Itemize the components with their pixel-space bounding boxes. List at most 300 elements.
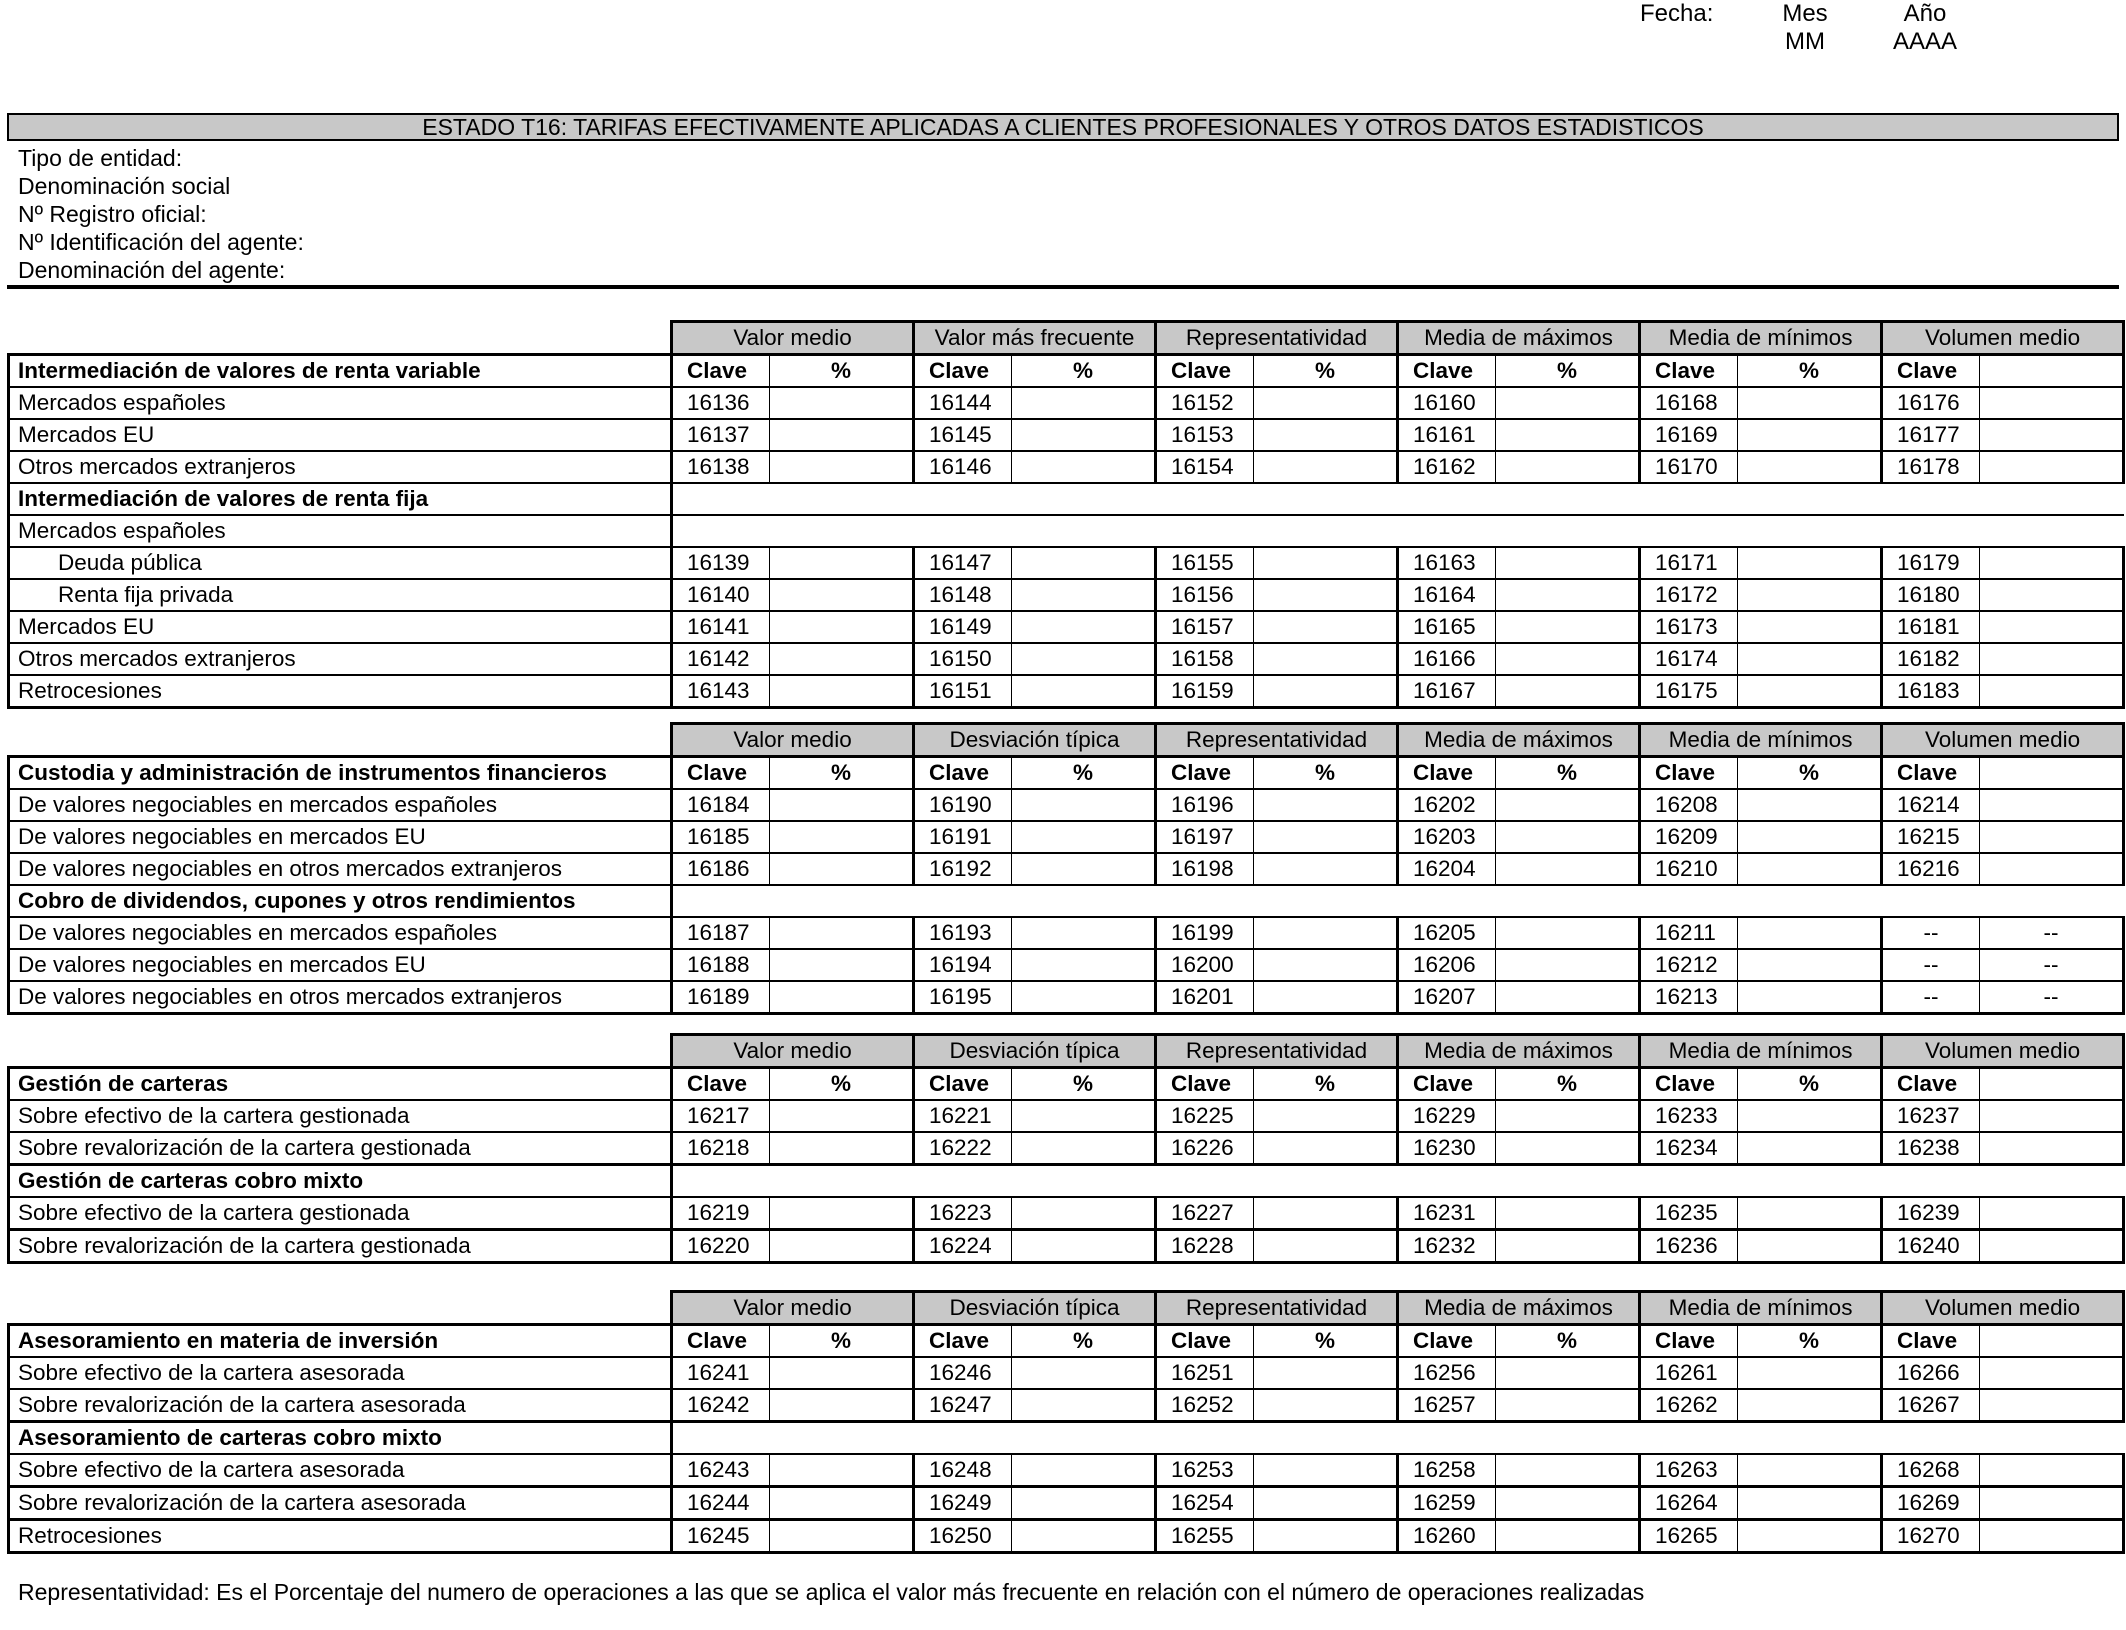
value-input-cell[interactable] bbox=[1738, 547, 1882, 579]
entity-type-field[interactable]: Tipo de entidad: bbox=[18, 145, 183, 171]
clave-code: 16244 bbox=[672, 1487, 770, 1520]
clave-code: 16154 bbox=[1156, 451, 1254, 483]
value-input-cell[interactable] bbox=[1980, 643, 2124, 675]
value-input-cell[interactable] bbox=[1012, 451, 1156, 483]
value-input-cell[interactable] bbox=[1980, 387, 2124, 419]
not-applicable-mark: -- bbox=[1882, 949, 1980, 981]
value-input-cell[interactable] bbox=[1738, 1132, 1882, 1165]
value-input-cell[interactable] bbox=[1738, 1357, 1882, 1389]
clave-code: 16177 bbox=[1882, 419, 1980, 451]
value-input-cell[interactable] bbox=[1980, 1132, 2124, 1165]
value-input-cell[interactable] bbox=[1980, 675, 2124, 708]
volume-value-label bbox=[1980, 1325, 2124, 1358]
clave-code: 16209 bbox=[1640, 821, 1738, 853]
clave-column-label: Clave bbox=[914, 1325, 1012, 1358]
value-input-cell[interactable] bbox=[1738, 643, 1882, 675]
clave-code: 16149 bbox=[914, 611, 1012, 643]
value-input-cell[interactable] bbox=[1012, 579, 1156, 611]
value-input-cell[interactable] bbox=[1980, 1100, 2124, 1132]
value-input-cell[interactable] bbox=[1980, 579, 2124, 611]
column-group-header: Valor medio bbox=[672, 322, 914, 355]
column-group-header: Representatividad bbox=[1156, 1292, 1398, 1325]
percent-column-label: % bbox=[1496, 757, 1640, 790]
clave-code: 16210 bbox=[1640, 853, 1738, 885]
table-row bbox=[9, 1454, 2124, 1487]
fecha-label: Fecha: bbox=[1640, 0, 1714, 27]
row-label: Renta fija privada bbox=[9, 579, 672, 611]
value-input-cell[interactable] bbox=[1254, 579, 1398, 611]
clave-code: 16158 bbox=[1156, 643, 1254, 675]
value-input-cell[interactable] bbox=[1738, 1100, 1882, 1132]
column-group-header: Volumen medio bbox=[1882, 322, 2124, 355]
percent-column-label: % bbox=[770, 355, 914, 388]
table-row bbox=[9, 611, 2124, 643]
value-input-cell[interactable] bbox=[770, 1100, 914, 1132]
clave-code: 16247 bbox=[914, 1389, 1012, 1422]
section-title: Intermediación de valores de renta variable bbox=[9, 355, 672, 388]
clave-code: 16201 bbox=[1156, 981, 1254, 1014]
value-input-cell[interactable] bbox=[1980, 419, 2124, 451]
value-input-cell[interactable] bbox=[1496, 1357, 1640, 1389]
clave-column-label: Clave bbox=[1640, 1068, 1738, 1101]
value-input-cell[interactable] bbox=[1980, 1520, 2124, 1553]
value-input-cell[interactable] bbox=[1738, 611, 1882, 643]
value-input-cell[interactable] bbox=[1012, 1520, 1156, 1553]
not-applicable-mark: -- bbox=[1882, 981, 1980, 1014]
form-title: ESTADO T16: TARIFAS EFECTIVAMENTE APLICADAS A CLIENTES PROFESIONALES Y OTROS DATOS ESTADISTICOS bbox=[7, 113, 2119, 141]
clave-column-label: Clave bbox=[672, 1068, 770, 1101]
clave-column-label: Clave bbox=[672, 757, 770, 790]
value-input-cell[interactable] bbox=[1012, 949, 1156, 981]
company-name-field[interactable]: Denominación social bbox=[18, 173, 231, 199]
column-group-header: Volumen medio bbox=[1882, 1292, 2124, 1325]
clave-code: 16224 bbox=[914, 1230, 1012, 1263]
value-input-cell[interactable] bbox=[1012, 981, 1156, 1014]
value-input-cell[interactable] bbox=[1980, 611, 2124, 643]
clave-code: 16268 bbox=[1882, 1454, 1980, 1487]
clave-column-label: Clave bbox=[1398, 355, 1496, 388]
value-input-cell[interactable] bbox=[1254, 981, 1398, 1014]
value-input-cell[interactable] bbox=[770, 387, 914, 419]
column-group-header: Desviación típica bbox=[914, 724, 1156, 757]
clave-code: 16167 bbox=[1398, 675, 1496, 708]
clave-code: 16253 bbox=[1156, 1454, 1254, 1487]
value-input-cell[interactable] bbox=[1980, 1389, 2124, 1422]
column-group-header: Media de máximos bbox=[1398, 1292, 1640, 1325]
column-group-header: Desviación típica bbox=[914, 1035, 1156, 1068]
value-input-cell[interactable] bbox=[1980, 547, 2124, 579]
percent-column-label: % bbox=[1012, 757, 1156, 790]
value-input-cell[interactable] bbox=[1012, 675, 1156, 708]
value-input-cell[interactable] bbox=[1738, 1230, 1882, 1263]
value-input-cell[interactable] bbox=[1738, 1520, 1882, 1553]
clave-code: 16221 bbox=[914, 1100, 1012, 1132]
clave-column-label: Clave bbox=[1640, 757, 1738, 790]
percent-column-label: % bbox=[1254, 1325, 1398, 1358]
value-input-cell[interactable] bbox=[1254, 1357, 1398, 1389]
value-input-cell[interactable] bbox=[1012, 1132, 1156, 1165]
value-input-cell[interactable] bbox=[1738, 451, 1882, 483]
row-label: Sobre efectivo de la cartera asesorada bbox=[9, 1357, 672, 1389]
value-input-cell[interactable] bbox=[1980, 1357, 2124, 1389]
value-input-cell[interactable] bbox=[1496, 1230, 1640, 1263]
table-row bbox=[9, 821, 2124, 853]
volume-value-label bbox=[1980, 1068, 2124, 1101]
value-input-cell[interactable] bbox=[1738, 1454, 1882, 1487]
clave-code: 16198 bbox=[1156, 853, 1254, 885]
clave-code: 16160 bbox=[1398, 387, 1496, 419]
value-input-cell[interactable] bbox=[1496, 643, 1640, 675]
agent-name-field[interactable]: Denominación del agente: bbox=[18, 257, 286, 283]
clave-code: 16142 bbox=[672, 643, 770, 675]
value-input-cell[interactable] bbox=[770, 1520, 914, 1553]
value-input-cell[interactable] bbox=[1980, 1487, 2124, 1520]
value-input-cell[interactable] bbox=[1980, 1230, 2124, 1263]
value-input-cell[interactable] bbox=[1496, 611, 1640, 643]
clave-column-label: Clave bbox=[1640, 1325, 1738, 1358]
percent-column-label: % bbox=[1738, 757, 1882, 790]
clave-code: 16200 bbox=[1156, 949, 1254, 981]
table-row bbox=[9, 1165, 2124, 1198]
clave-code: 16137 bbox=[672, 419, 770, 451]
value-input-cell[interactable] bbox=[770, 853, 914, 885]
percent-column-label: % bbox=[770, 757, 914, 790]
value-input-cell[interactable] bbox=[1254, 419, 1398, 451]
percent-column-label: % bbox=[1738, 1068, 1882, 1101]
value-input-cell[interactable] bbox=[1254, 387, 1398, 419]
value-input-cell[interactable] bbox=[1738, 789, 1882, 821]
value-input-cell[interactable] bbox=[770, 981, 914, 1014]
clave-code: 16138 bbox=[672, 451, 770, 483]
value-input-cell[interactable] bbox=[770, 643, 914, 675]
clave-code: 16162 bbox=[1398, 451, 1496, 483]
value-input-cell[interactable] bbox=[1496, 1197, 1640, 1230]
value-input-cell[interactable] bbox=[1254, 917, 1398, 949]
section-title: Custodia y administración de instrumentos financieros bbox=[9, 757, 672, 790]
row-label: De valores negociables en mercados españoles bbox=[9, 789, 672, 821]
value-input-cell[interactable] bbox=[1496, 981, 1640, 1014]
value-input-cell[interactable] bbox=[770, 1487, 914, 1520]
column-group-header: Valor más frecuente bbox=[914, 322, 1156, 355]
clave-code: 16148 bbox=[914, 579, 1012, 611]
value-input-cell[interactable] bbox=[770, 917, 914, 949]
value-input-cell[interactable] bbox=[1738, 853, 1882, 885]
table-row bbox=[9, 1100, 2124, 1132]
table-row bbox=[9, 451, 2124, 483]
row-label: De valores negociables en otros mercados extranjeros bbox=[9, 981, 672, 1014]
value-input-cell[interactable] bbox=[1738, 675, 1882, 708]
clave-column-label: Clave bbox=[1156, 1325, 1254, 1358]
value-input-cell[interactable] bbox=[1496, 547, 1640, 579]
clave-column-label: Clave bbox=[1398, 1325, 1496, 1358]
clave-code: 16182 bbox=[1882, 643, 1980, 675]
value-input-cell[interactable] bbox=[1012, 547, 1156, 579]
percent-column-label: % bbox=[770, 1068, 914, 1101]
value-input-cell[interactable] bbox=[1254, 789, 1398, 821]
value-input-cell[interactable] bbox=[1738, 917, 1882, 949]
value-input-cell[interactable] bbox=[1980, 1197, 2124, 1230]
value-input-cell[interactable] bbox=[1254, 1100, 1398, 1132]
value-input-cell[interactable] bbox=[1738, 387, 1882, 419]
percent-column-label: % bbox=[1012, 1068, 1156, 1101]
value-input-cell[interactable] bbox=[770, 547, 914, 579]
table-row bbox=[9, 483, 2124, 515]
value-input-cell[interactable] bbox=[1496, 1487, 1640, 1520]
column-group-header: Media de máximos bbox=[1398, 724, 1640, 757]
value-input-cell[interactable] bbox=[1254, 611, 1398, 643]
clave-column-label: Clave bbox=[1882, 355, 1980, 388]
clave-code: 16252 bbox=[1156, 1389, 1254, 1422]
row-label: Sobre revalorización de la cartera gestionada bbox=[9, 1132, 672, 1165]
value-input-cell[interactable] bbox=[770, 1230, 914, 1263]
clave-code: 16179 bbox=[1882, 547, 1980, 579]
value-input-cell[interactable] bbox=[1254, 1454, 1398, 1487]
clave-code: 16245 bbox=[672, 1520, 770, 1553]
clave-code: 16248 bbox=[914, 1454, 1012, 1487]
value-input-cell[interactable] bbox=[1012, 1100, 1156, 1132]
agent-id-field[interactable]: Nº Identificación del agente: bbox=[18, 229, 304, 255]
value-input-cell[interactable] bbox=[1012, 917, 1156, 949]
value-input-cell[interactable] bbox=[1012, 419, 1156, 451]
value-input-cell[interactable] bbox=[1012, 821, 1156, 853]
clave-code: 16205 bbox=[1398, 917, 1496, 949]
table-row bbox=[9, 579, 2124, 611]
clave-code: 16254 bbox=[1156, 1487, 1254, 1520]
value-input-cell[interactable] bbox=[770, 611, 914, 643]
value-input-cell[interactable] bbox=[1254, 853, 1398, 885]
table-row bbox=[9, 643, 2124, 675]
value-input-cell[interactable] bbox=[1254, 1389, 1398, 1422]
row-label: Retrocesiones bbox=[9, 675, 672, 708]
clave-code: 16237 bbox=[1882, 1100, 1980, 1132]
clave-column-label: Clave bbox=[1156, 757, 1254, 790]
clave-code: 16155 bbox=[1156, 547, 1254, 579]
clave-code: 16234 bbox=[1640, 1132, 1738, 1165]
subsection-title: Intermediación de valores de renta fija bbox=[9, 483, 672, 515]
value-input-cell[interactable] bbox=[1254, 1520, 1398, 1553]
value-input-cell[interactable] bbox=[1980, 451, 2124, 483]
column-group-header: Representatividad bbox=[1156, 322, 1398, 355]
value-input-cell[interactable] bbox=[1496, 949, 1640, 981]
clave-code: 16139 bbox=[672, 547, 770, 579]
value-input-cell[interactable] bbox=[770, 821, 914, 853]
clave-code: 16216 bbox=[1882, 853, 1980, 885]
clave-code: 16267 bbox=[1882, 1389, 1980, 1422]
table-row bbox=[9, 1197, 2124, 1230]
clave-code: 16257 bbox=[1398, 1389, 1496, 1422]
clave-code: 16156 bbox=[1156, 579, 1254, 611]
value-input-cell[interactable] bbox=[1980, 789, 2124, 821]
value-input-cell[interactable] bbox=[1496, 419, 1640, 451]
value-input-cell[interactable] bbox=[1738, 1389, 1882, 1422]
value-input-cell[interactable] bbox=[1496, 579, 1640, 611]
value-input-cell[interactable] bbox=[1496, 387, 1640, 419]
mes-value[interactable]: MM bbox=[1785, 28, 1825, 55]
value-input-cell[interactable] bbox=[770, 675, 914, 708]
value-input-cell[interactable] bbox=[1496, 451, 1640, 483]
clave-code: 16161 bbox=[1398, 419, 1496, 451]
clave-code: 16228 bbox=[1156, 1230, 1254, 1263]
clave-code: 16143 bbox=[672, 675, 770, 708]
row-label: De valores negociables en mercados EU bbox=[9, 949, 672, 981]
clave-code: 16141 bbox=[672, 611, 770, 643]
clave-code: 16265 bbox=[1640, 1520, 1738, 1553]
percent-column-label: % bbox=[1496, 355, 1640, 388]
value-input-cell[interactable] bbox=[770, 1132, 914, 1165]
value-input-cell[interactable] bbox=[1496, 1100, 1640, 1132]
clave-code: 16178 bbox=[1882, 451, 1980, 483]
column-group-header: Desviación típica bbox=[914, 1292, 1156, 1325]
row-label: Sobre revalorización de la cartera asesorada bbox=[9, 1389, 672, 1422]
mes-label: Mes bbox=[1782, 0, 1828, 27]
value-input-cell[interactable] bbox=[1496, 1389, 1640, 1422]
value-input-cell[interactable] bbox=[770, 1357, 914, 1389]
clave-code: 16270 bbox=[1882, 1520, 1980, 1553]
value-input-cell[interactable] bbox=[1254, 1230, 1398, 1263]
row-label: De valores negociables en otros mercados extranjeros bbox=[9, 853, 672, 885]
value-input-cell[interactable] bbox=[770, 1454, 914, 1487]
percent-column-label: % bbox=[770, 1325, 914, 1358]
row-label: Sobre revalorización de la cartera gestionada bbox=[9, 1230, 672, 1263]
value-input-cell[interactable] bbox=[1496, 853, 1640, 885]
value-input-cell[interactable] bbox=[1254, 1487, 1398, 1520]
value-input-cell[interactable] bbox=[1012, 643, 1156, 675]
row-label: Mercados españoles bbox=[9, 387, 672, 419]
value-input-cell[interactable] bbox=[1980, 821, 2124, 853]
table-row bbox=[9, 1357, 2124, 1389]
value-input-cell[interactable] bbox=[1738, 1487, 1882, 1520]
value-input-cell[interactable] bbox=[1254, 643, 1398, 675]
value-input-cell[interactable] bbox=[1496, 917, 1640, 949]
clave-code: 16191 bbox=[914, 821, 1012, 853]
clave-column-label: Clave bbox=[1882, 1068, 1980, 1101]
value-input-cell[interactable] bbox=[1496, 789, 1640, 821]
value-input-cell[interactable] bbox=[770, 1197, 914, 1230]
value-input-cell[interactable] bbox=[1980, 1454, 2124, 1487]
clave-column-label: Clave bbox=[914, 355, 1012, 388]
value-input-cell[interactable] bbox=[770, 419, 914, 451]
row-label: Sobre efectivo de la cartera asesorada bbox=[9, 1454, 672, 1487]
clave-code: 16188 bbox=[672, 949, 770, 981]
value-input-cell[interactable] bbox=[1738, 949, 1882, 981]
stats-table-1 bbox=[7, 320, 2125, 709]
value-input-cell[interactable] bbox=[1012, 1357, 1156, 1389]
value-input-cell[interactable] bbox=[1496, 1520, 1640, 1553]
value-input-cell[interactable] bbox=[1012, 853, 1156, 885]
value-input-cell[interactable] bbox=[1738, 1197, 1882, 1230]
clave-column-label: Clave bbox=[914, 1068, 1012, 1101]
header-spacer bbox=[9, 724, 672, 757]
value-input-cell[interactable] bbox=[1254, 675, 1398, 708]
row-label: De valores negociables en mercados EU bbox=[9, 821, 672, 853]
clave-code: 16199 bbox=[1156, 917, 1254, 949]
clave-code: 16166 bbox=[1398, 643, 1496, 675]
section-title: Gestión de carteras bbox=[9, 1068, 672, 1101]
percent-column-label: % bbox=[1738, 1325, 1882, 1358]
value-input-cell[interactable] bbox=[1012, 1454, 1156, 1487]
value-input-cell[interactable] bbox=[1254, 547, 1398, 579]
value-input-cell[interactable] bbox=[770, 1389, 914, 1422]
value-input-cell[interactable] bbox=[1012, 789, 1156, 821]
header-spacer bbox=[9, 1292, 672, 1325]
header-spacer bbox=[9, 322, 672, 355]
value-input-cell[interactable] bbox=[770, 789, 914, 821]
empty-band bbox=[672, 483, 2124, 515]
clave-code: 16255 bbox=[1156, 1520, 1254, 1553]
value-input-cell[interactable] bbox=[1012, 1197, 1156, 1230]
value-input-cell[interactable] bbox=[1496, 1132, 1640, 1165]
clave-code: 16159 bbox=[1156, 675, 1254, 708]
anio-value[interactable]: AAAA bbox=[1892, 28, 1958, 55]
value-input-cell[interactable] bbox=[770, 949, 914, 981]
clave-code: 16239 bbox=[1882, 1197, 1980, 1230]
value-input-cell[interactable] bbox=[1496, 821, 1640, 853]
value-input-cell[interactable] bbox=[1738, 579, 1882, 611]
section-title: Asesoramiento en materia de inversión bbox=[9, 1325, 672, 1358]
clave-code: 16261 bbox=[1640, 1357, 1738, 1389]
clave-code: 16250 bbox=[914, 1520, 1012, 1553]
not-applicable-mark: -- bbox=[1980, 917, 2124, 949]
percent-column-label: % bbox=[1254, 757, 1398, 790]
stats-table-2 bbox=[7, 722, 2125, 1015]
clave-code: 16213 bbox=[1640, 981, 1738, 1014]
value-input-cell[interactable] bbox=[1496, 675, 1640, 708]
value-input-cell[interactable] bbox=[1254, 451, 1398, 483]
value-input-cell[interactable] bbox=[1012, 1487, 1156, 1520]
clave-code: 16136 bbox=[672, 387, 770, 419]
registry-number-field[interactable]: Nº Registro oficial: bbox=[18, 201, 207, 227]
value-input-cell[interactable] bbox=[770, 451, 914, 483]
clave-code: 16259 bbox=[1398, 1487, 1496, 1520]
column-group-header: Media de máximos bbox=[1398, 322, 1640, 355]
value-input-cell[interactable] bbox=[1254, 821, 1398, 853]
clave-code: 16238 bbox=[1882, 1132, 1980, 1165]
value-input-cell[interactable] bbox=[1254, 1132, 1398, 1165]
value-input-cell[interactable] bbox=[1254, 949, 1398, 981]
value-input-cell[interactable] bbox=[1738, 821, 1882, 853]
clave-code: 16165 bbox=[1398, 611, 1496, 643]
column-group-header: Representatividad bbox=[1156, 1035, 1398, 1068]
clave-column-label: Clave bbox=[1640, 355, 1738, 388]
clave-code: 16207 bbox=[1398, 981, 1496, 1014]
table-row bbox=[9, 1520, 2124, 1553]
clave-code: 16211 bbox=[1640, 917, 1738, 949]
clave-code: 16263 bbox=[1640, 1454, 1738, 1487]
clave-code: 16140 bbox=[672, 579, 770, 611]
row-label: Mercados EU bbox=[9, 419, 672, 451]
clave-code: 16218 bbox=[672, 1132, 770, 1165]
value-input-cell[interactable] bbox=[1012, 1230, 1156, 1263]
stats-table-4 bbox=[7, 1290, 2125, 1554]
value-input-cell[interactable] bbox=[1738, 419, 1882, 451]
clave-code: 16226 bbox=[1156, 1132, 1254, 1165]
value-input-cell[interactable] bbox=[1012, 387, 1156, 419]
value-input-cell[interactable] bbox=[1738, 981, 1882, 1014]
subsection-title: Gestión de carteras cobro mixto bbox=[9, 1165, 672, 1198]
clave-code: 16269 bbox=[1882, 1487, 1980, 1520]
clave-code: 16195 bbox=[914, 981, 1012, 1014]
clave-code: 16230 bbox=[1398, 1132, 1496, 1165]
value-input-cell[interactable] bbox=[1496, 1454, 1640, 1487]
clave-code: 16157 bbox=[1156, 611, 1254, 643]
value-input-cell[interactable] bbox=[1980, 853, 2124, 885]
clave-code: 16170 bbox=[1640, 451, 1738, 483]
value-input-cell[interactable] bbox=[1012, 611, 1156, 643]
value-input-cell[interactable] bbox=[1012, 1389, 1156, 1422]
value-input-cell[interactable] bbox=[1254, 1197, 1398, 1230]
entity-fields bbox=[18, 144, 304, 284]
value-input-cell[interactable] bbox=[770, 579, 914, 611]
